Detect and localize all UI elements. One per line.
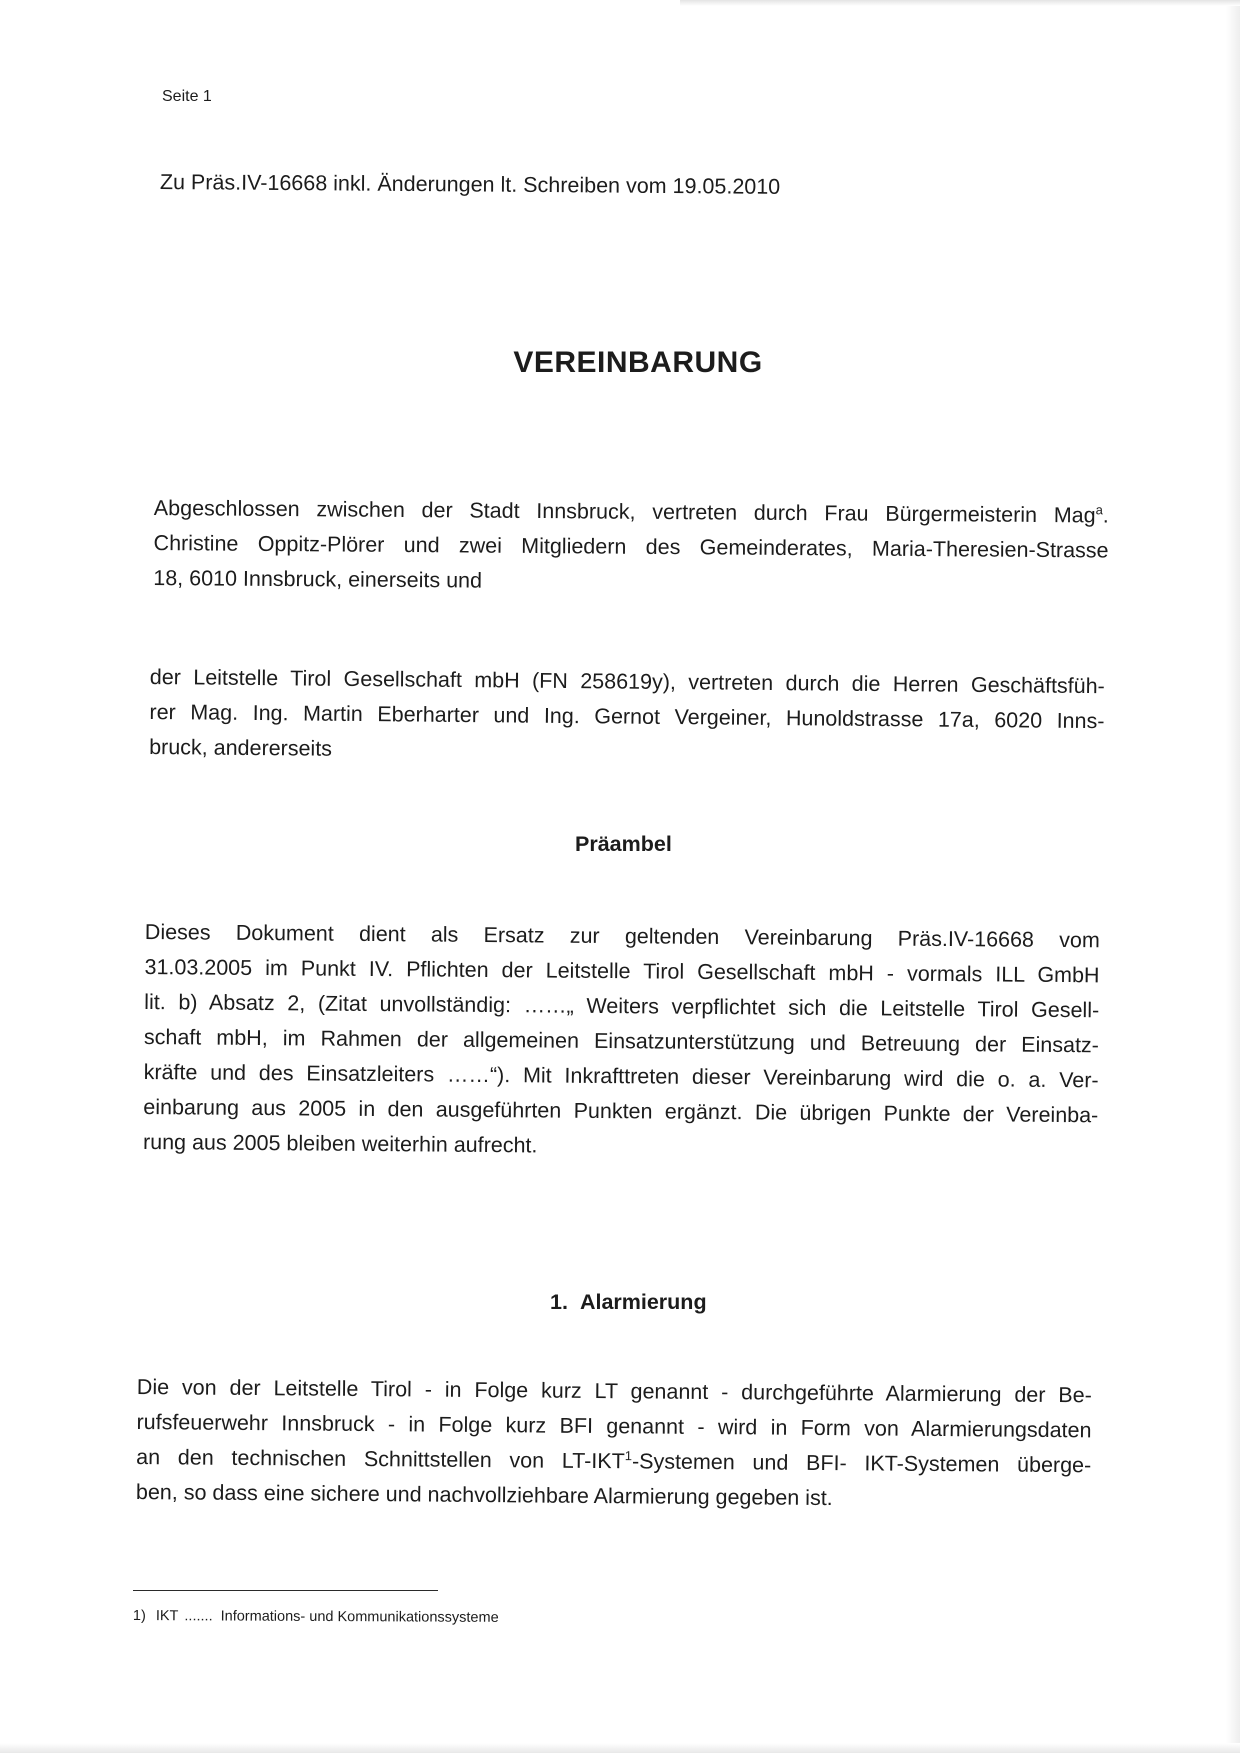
party-one-paragraph bbox=[153, 491, 1109, 603]
footnote-reference: 1 bbox=[624, 1448, 633, 1464]
party-two-paragraph bbox=[149, 660, 1105, 774]
page-number: Seite 1 bbox=[162, 88, 212, 105]
superscript-a: a bbox=[1095, 502, 1103, 518]
footnote-dots: ....... bbox=[184, 1608, 213, 1625]
footnote bbox=[133, 1608, 499, 1626]
paragraph-line: 31.03.2005 im Punkt IV. Pflichten der Leitstelle Tirol Gesellschaft mbH - vormals ILL GmbH bbox=[144, 954, 1100, 988]
paragraph-line: Die von der Leitstelle Tirol - in Folge kurz LT genannt - durchgeführte Alarmierung der Be- bbox=[136, 1374, 1092, 1408]
scan-edge-right bbox=[1226, 0, 1240, 1753]
paragraph-line: schaft mbH, im Rahmen der allgemeinen Einsatzunterstützung und Betreuung der Einsatz- bbox=[143, 1024, 1100, 1058]
section-number: 1. bbox=[550, 1290, 568, 1314]
paragraph-line: rer Mag. Ing. Martin Eberharter und Ing. Gernot Vergeiner, Hunoldstrasse 17a, 6020 Inns- bbox=[149, 699, 1105, 734]
paragraph-line: Abgeschlossen zwischen der Stadt Innsbruck, vertreten durch Frau Bürgermeisterin Mag$^a$. bbox=[153, 495, 1109, 528]
alarmierung-paragraph bbox=[136, 1370, 1092, 1518]
scan-edge-top bbox=[680, 0, 1240, 6]
section-title: Alarmierung bbox=[579, 1290, 707, 1314]
section-1-heading bbox=[550, 1290, 707, 1315]
footnote-separator bbox=[133, 1590, 438, 1591]
footnote-marker: 1) bbox=[132, 1608, 146, 1625]
paragraph-line: Dieses Dokument dient als Ersatz zur geltenden Vereinbarung Präs.IV-16668 vom bbox=[144, 919, 1100, 953]
paragraph-line: 18, 6010 Innsbruck, einerseits und bbox=[153, 565, 483, 593]
paragraph-line: an den technischen Schnittstellen von LT-IKT$^1$-Systemen und BFI- IKT-Systemen überge- bbox=[136, 1444, 1092, 1478]
paragraph-line: rufsfeuerwehr Innsbruck - in Folge kurz BFI genannt - wird in Form von Alarmierungsdaten bbox=[136, 1409, 1092, 1443]
reference-line: Zu Präs.IV-16668 inkl. Änderungen lt. Schreiben vom 19.05.2010 bbox=[159, 170, 781, 199]
scan-edge-bottom bbox=[0, 1743, 1240, 1753]
footnote-text: Informations- und Kommunikationssysteme bbox=[220, 1608, 499, 1626]
paragraph-line: ben, so dass eine sichere und nachvollziehbare Alarmierung gegeben ist. bbox=[135, 1479, 833, 1511]
paragraph-line: der Leitstelle Tirol Gesellschaft mbH (FN 258619y), vertreten durch die Herren Geschäftsfüh- bbox=[149, 664, 1105, 699]
preamble-heading: Präambel bbox=[575, 832, 672, 856]
paragraph-line: bruck, andererseits bbox=[149, 734, 333, 761]
paragraph-line: Christine Oppitz-Plörer und zwei Mitgliedern des Gemeinderates, Maria-Theresien-Strasse bbox=[153, 530, 1109, 563]
paragraph-line: rung aus 2005 bleiben weiterhin aufrecht. bbox=[142, 1129, 538, 1158]
document-title: VEREINBARUNG bbox=[513, 346, 763, 379]
preamble-paragraph bbox=[143, 915, 1100, 1168]
paragraph-line: kräfte und des Einsatzleiters ……“). Mit Inkrafttreten dieser Vereinbarung wird die o. a. Ver- bbox=[143, 1059, 1099, 1093]
paragraph-line: einbarung aus 2005 in den ausgeführten Punkten ergänzt. Die übrigen Punkte der Vereinba- bbox=[143, 1094, 1099, 1128]
footnote-term: IKT bbox=[155, 1608, 179, 1625]
paragraph-line: lit. b) Absatz 2, (Zitat unvollständig: ……„ Weiters verpflichtet sich die Leitstelle Tirol Gesell- bbox=[144, 989, 1100, 1023]
